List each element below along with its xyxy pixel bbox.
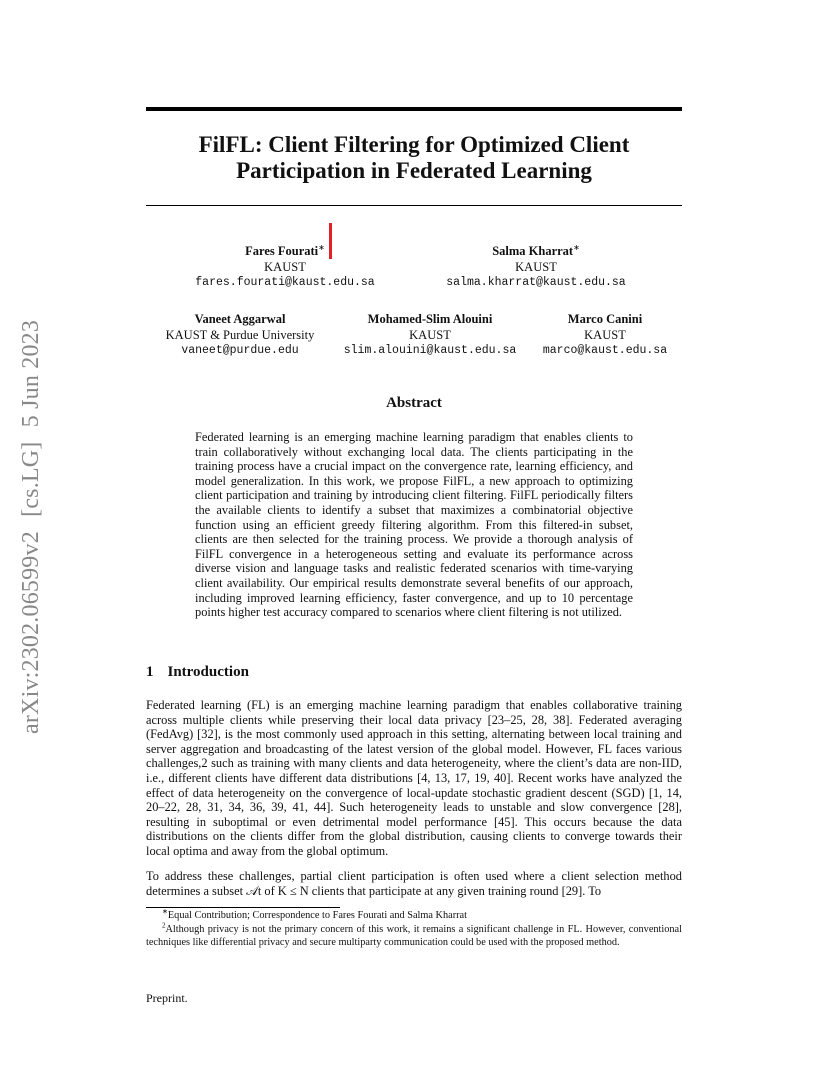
title-line-2: Participation in Federated Learning [236,158,592,183]
author-email[interactable]: salma.kharrat@kaust.edu.sa [446,276,626,289]
section-title: Introduction [167,664,249,680]
author-name: Marco Canini [567,312,643,326]
arxiv-side-label [13,294,49,734]
section-number: 1 [146,664,154,680]
section-heading [146,664,263,681]
title-line-1: FilFL: Client Filtering for Optimized Client [198,132,630,157]
author-block [190,243,380,291]
author-affiliation: KAUST [584,328,626,342]
footnote-2 [146,921,682,949]
footnote-text: Although privacy is not the primary concern of this work, it remains a significant challenge in FL. However, conventional techniques like differential privacy and secure multiparty communication could be used with the proposed method. [146,924,682,948]
title-bottom-rule [146,205,682,206]
author-affiliation: KAUST & Purdue University [165,328,315,342]
footnote-mark: 2 [162,921,166,930]
author-name: Fares Fourati [245,244,319,258]
author-email[interactable]: fares.fourati@kaust.edu.sa [195,276,375,289]
arxiv-category: [cs.LG] [18,441,44,517]
author-affiliation: KAUST [264,260,306,274]
abstract-text [195,430,633,620]
arxiv-id: arXiv:2302.06599v2 [18,531,44,734]
author-email[interactable]: vaneet@purdue.edu [181,344,299,357]
abstract-heading: Abstract [386,395,442,411]
author-block [335,311,525,359]
intro-p2-text: To address these challenges, partial client participation is often used where a client selection method determines a subset 𝒜t of K ≤ N clients that participate at any given training round [29]. To [146,869,682,898]
intro-paragraph-1 [146,698,682,859]
author-block [420,243,652,291]
footnote-1 [146,907,682,923]
author-mark: ∗ [318,242,325,252]
footnote-text: Equal Contribution; Correspondence to Fares Fourati and Salma Kharrat [167,910,467,921]
footnote-mark: ∗ [162,907,168,916]
author-email[interactable]: marco@kaust.edu.sa [542,344,668,357]
author-name: Mohamed-Slim Alouini [367,312,493,326]
arxiv-date: 5 Jun 2023 [18,319,44,428]
title-top-rule [146,107,682,111]
author-name: Salma Kharrat [492,244,574,258]
footer-preprint: Preprint. [146,991,188,1005]
author-affiliation: KAUST [409,328,451,342]
author-block [150,311,330,359]
footnote-rule [146,907,340,908]
intro-p1-text: Federated learning (FL) is an emerging machine learning paradigm that enables collaborative training across multiple clients while preserving their local data privacy [23–25, 28, 38]. Federated averaging (FedAvg) [32], is the most commonly used approach in this setting, alternating between local training and server aggregation and broadcasting of the latest version of the global model. However, FL faces various challenges,2 such as training with many clients and data heterogeneity, where the client’s data are non-IID, i.e., different clients have different data distributions [4, 13, 17, 19, 40]. Recent works have analyzed the effect of data heterogeneity on the convergence of local-update stochastic gradient descent (SGD) [1, 14, 20–22, 28, 31, 34, 36, 39, 41, 44]. Such heterogeneity leads to unstable and slow convergence [28], resulting in suboptimal or even detrimental model performance [45]. This occurs because the data distributions on the clients differ from the global distribution, causing clients to converge towards their local optima and away from the global optimum. [146,698,682,858]
abstract-paragraph: Federated learning is an emerging machine learning paradigm that enables clients to train collaboratively without exchanging local data. The clients participating in the training process have a crucial impact on the convergence rate, learning efficiency, and model generalization. In this work, we propose FilFL, a new approach to optimizing client participation and training by introducing client filtering. FilFL periodically filters the available clients to identify a subset that maximizes a combinatorial objective function using an efficient greedy filtering algorithm. From this filtered-in subset, clients are then selected for the training process. We provide a thorough analysis of FilFL convergence in a heterogeneous setting and evaluate its performance across diverse vision and language tasks and realistic federated scenarios with time-varying client availability. Our empirical results demonstrate several benefits of our approach, including improved learning efficiency, faster convergence, and up to 10 percentage points higher test accuracy compared to scenarios where client filtering is not utilized. [195,430,633,620]
author-mark: ∗ [573,242,580,252]
author-block [535,311,675,359]
intro-paragraph-2 [146,869,682,898]
author-name: Vaneet Aggarwal [194,312,286,326]
text-cursor [329,223,332,259]
paper-title [146,132,682,184]
author-affiliation: KAUST [515,260,557,274]
author-email[interactable]: slim.alouini@kaust.edu.sa [343,344,517,357]
